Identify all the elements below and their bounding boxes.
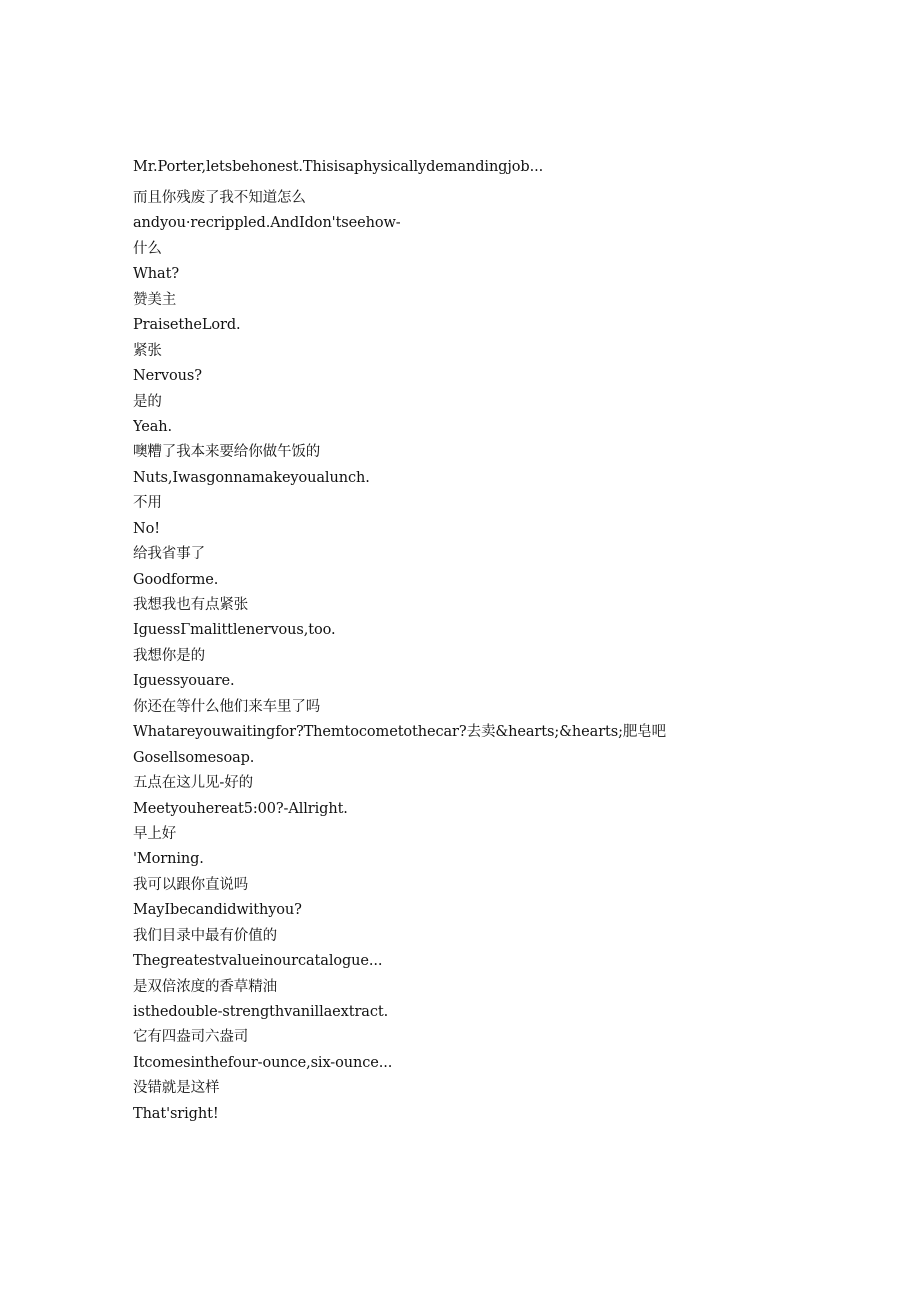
text-line: Yeah. [133,418,172,435]
text-line: 给我省事了 [133,546,205,563]
text-line: 五点在这儿见-好的 [133,775,253,792]
text-line: Thegreatestvalueinourcatalogue... [133,953,383,970]
text-line: andyou·recrippled.AndIdon'tseehow- [133,215,401,232]
text-line: 没错就是这样 [133,1080,220,1097]
text-line: 而且你残废了我不知道怎么 [133,190,306,206]
text-line: Itcomesinthefour-ounce,six-ounce... [133,1054,393,1071]
text-line: isthedouble-strengthvanillaextract. [133,1004,389,1020]
text-line: 我想我也有点紧张 [133,597,249,613]
text-line: Gosellsomesoap. [133,749,255,766]
text-line: Goodforme. [133,571,219,588]
text-line: 它有四盎司六盎司 [133,1029,249,1046]
text-line: 是的 [133,393,162,410]
text-line: 什么 [133,240,162,257]
text-line: MayIbecandidwithyou? [133,902,302,919]
text-line: Nuts,Iwasgonnamakeyoualunch. [133,469,370,486]
text-line: Meetyouhereat5:00?-Allright. [133,800,348,817]
subtitle-text-block [133,155,873,1127]
text-line: 紧张 [133,342,162,359]
text-line: 我想你是的 [133,647,205,664]
text-line: Iguessyouare. [133,673,235,690]
text-line: Nervous? [133,368,202,385]
text-line: 噢糟了我本来要给你做午饭的 [133,444,321,461]
text-line: That'sright! [133,1105,219,1122]
text-line: 'Morning. [133,851,204,868]
text-line: No! [133,520,160,537]
text-line: 我可以跟你直说吗 [133,876,249,893]
text-line: 不用 [133,495,162,512]
text-line: 早上好 [133,825,177,842]
text-line: 赞美主 [133,291,177,308]
text-line: 你还在等什么他们来车里了吗 [133,698,321,715]
text-line: Whatareyouwaitingfor?Themtocometothecar?去卖&hearts;&hearts;肥皂吧 [133,724,667,741]
text-line: IguessΓmalittlenervous,too. [133,622,336,639]
text-line: 我们目录中最有价值的 [133,927,277,944]
text-line: What? [133,266,179,283]
text-line: PraisetheLord. [133,317,241,334]
text-line: 是双倍浓度的香草精油 [133,978,277,995]
text-line: Mr.Porter,letsbehonest.Thisisaphysicallydemandingjob... [133,159,544,175]
